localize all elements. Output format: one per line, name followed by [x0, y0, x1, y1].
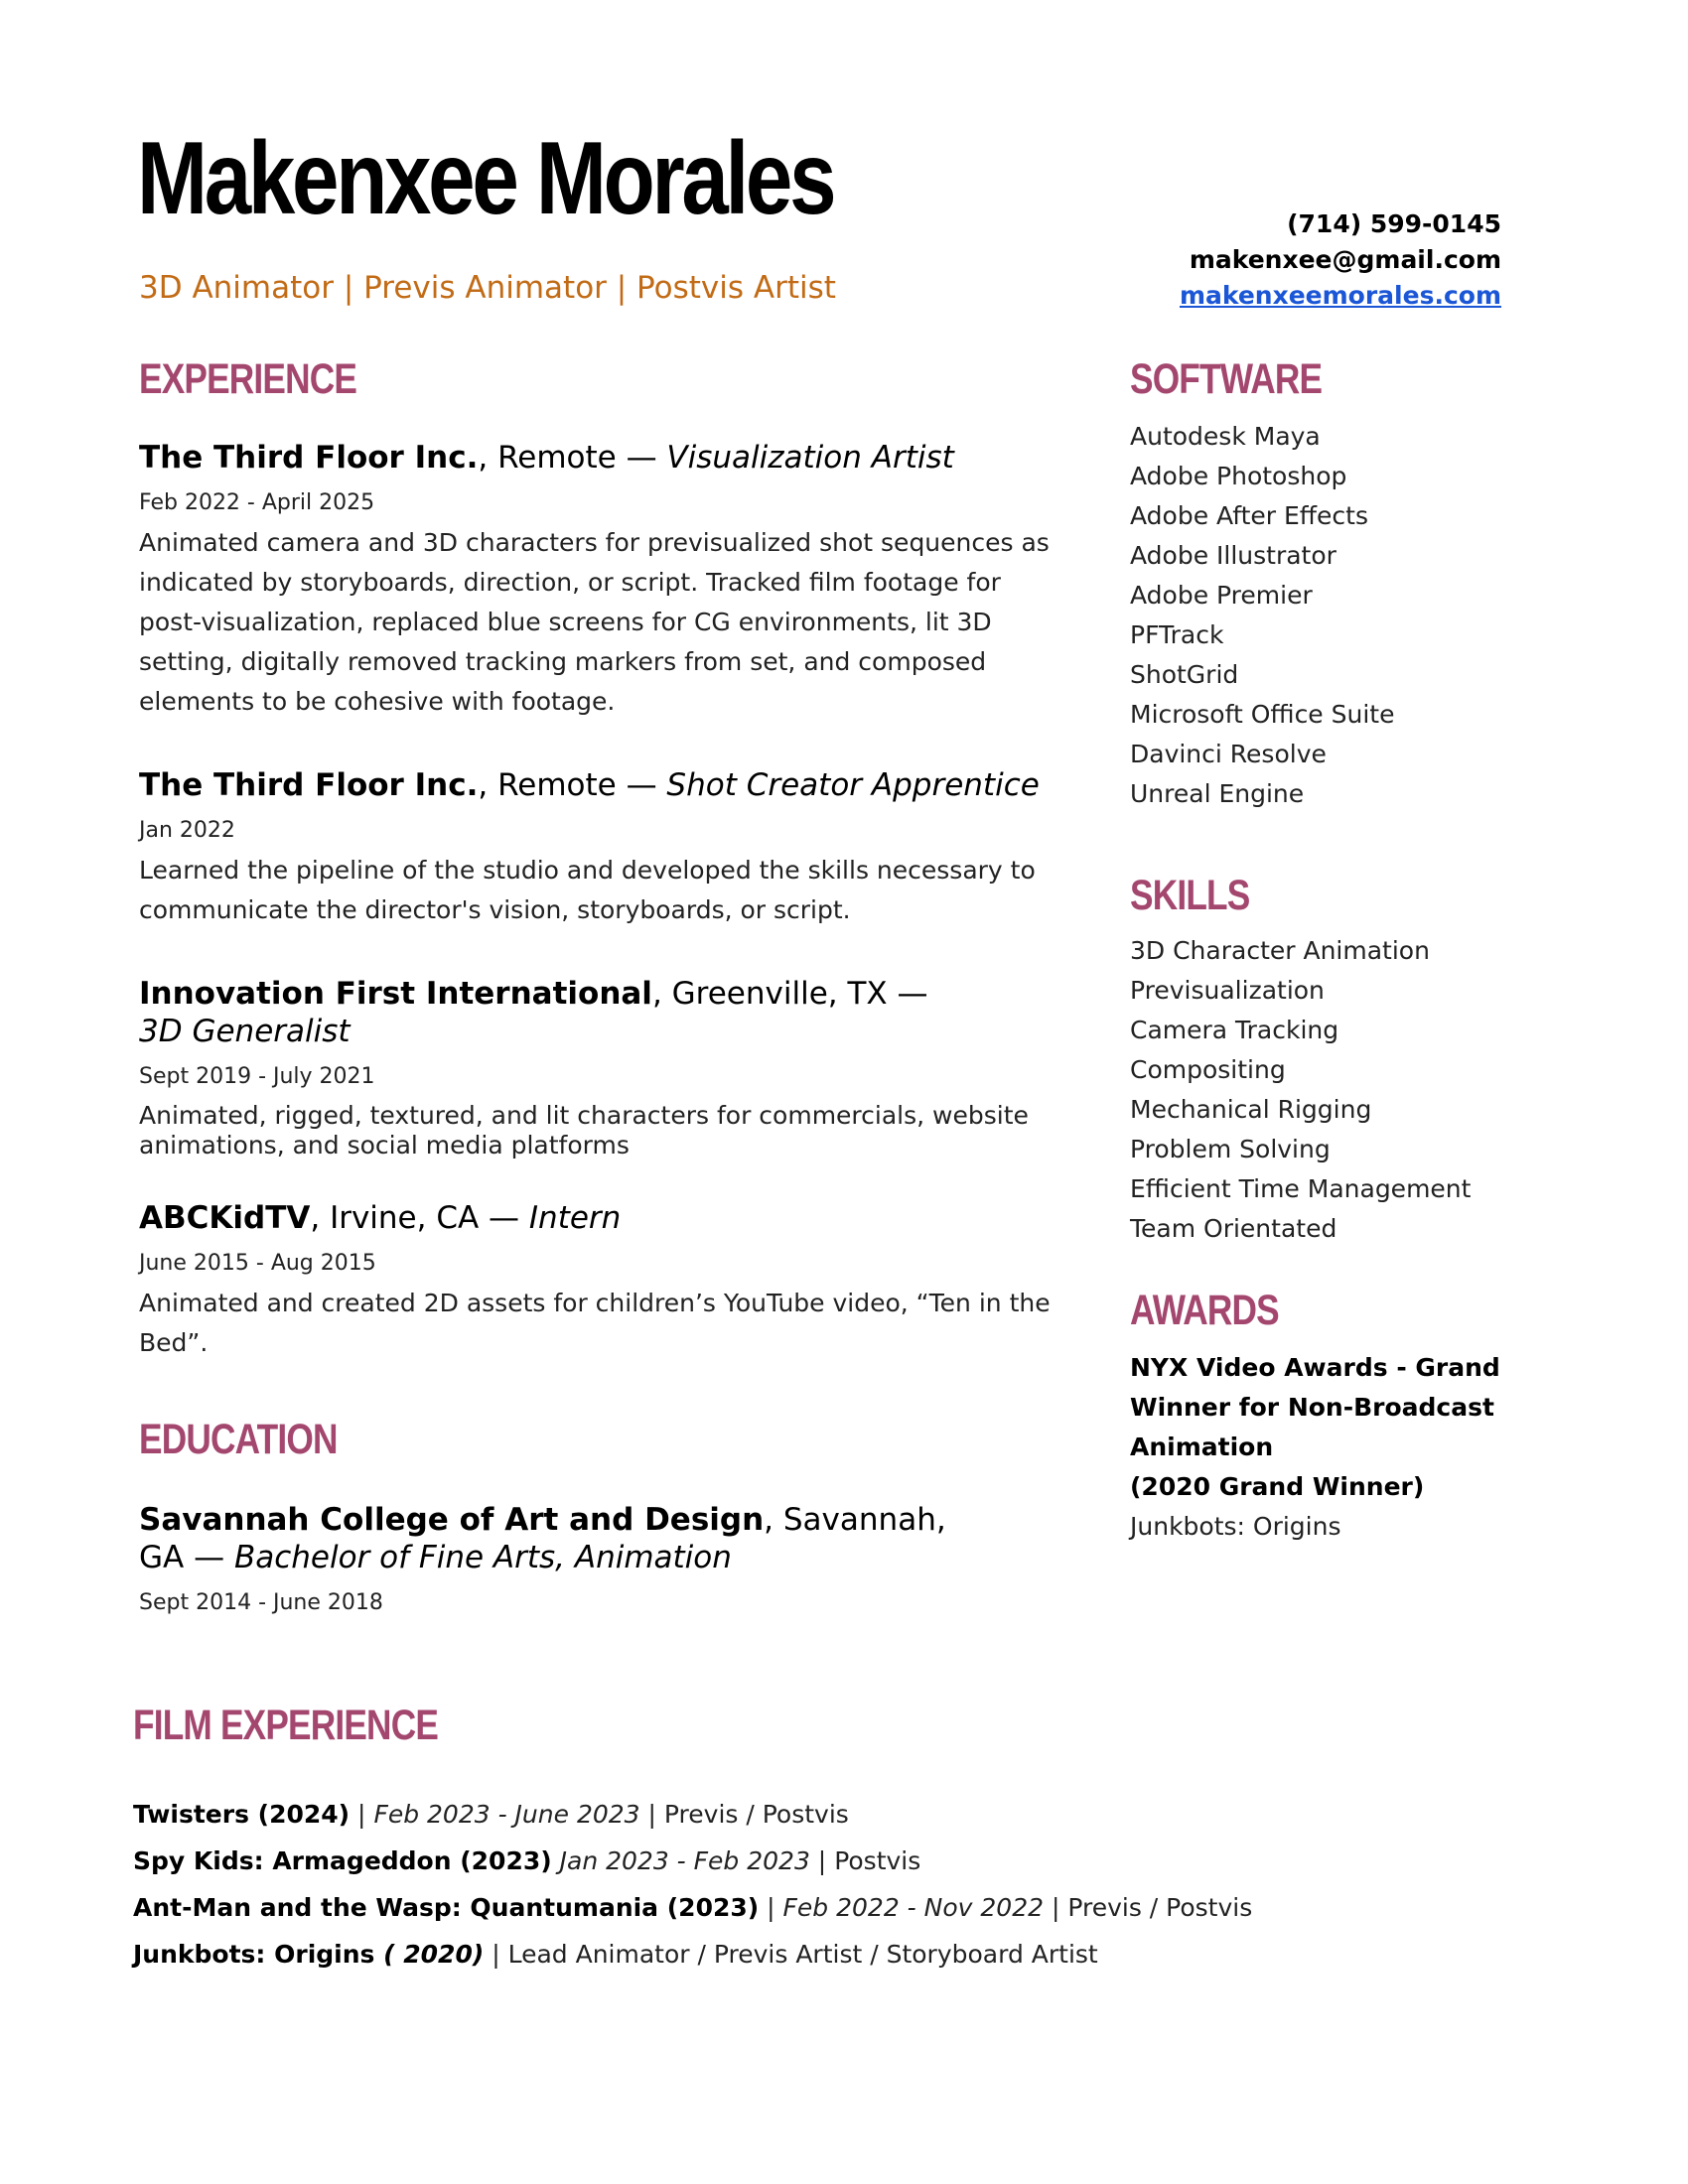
skill-item: Team Orientated	[1130, 1214, 1337, 1243]
job-title-line	[139, 975, 933, 1050]
job-location: , Remote —	[478, 440, 667, 476]
award-entry	[1130, 1348, 1547, 1547]
job-description: Animated camera and 3D characters for previsualized shot sequences as indicated by storyboards, direction, or script. Tracked film footage for post-visualization, replaced blue screens for CG environments, lit 3D setting, digitally removed tracking markers from set, and composed elements to be cohesive with footage.	[139, 528, 1050, 716]
job-role: Shot Creator Apprentice	[666, 767, 1040, 803]
software-item: Davinci Resolve	[1130, 740, 1327, 768]
software-item: ShotGrid	[1130, 660, 1239, 689]
job-description: Learned the pipeline of the studio and developed the skills necessary to communicate the director's vision, storyboards, or script.	[139, 856, 1036, 924]
software-item: Adobe Photoshop	[1130, 462, 1347, 490]
separator	[552, 1846, 560, 1875]
separator: |	[759, 1893, 783, 1922]
job-title-line	[139, 766, 1053, 804]
job-role: 3D Generalist	[139, 1014, 351, 1049]
candidate-name: Makenxee Morales	[137, 121, 834, 236]
skill-item: Problem Solving	[1130, 1135, 1331, 1163]
film-role: Previs / Postvis	[1067, 1893, 1253, 1922]
website-link[interactable]: makenxeemorales.com	[1179, 281, 1501, 310]
film-experience-heading: FILM EXPERIENCE	[133, 1702, 439, 1749]
job-entry	[139, 439, 1053, 722]
separator: |	[809, 1846, 835, 1875]
film-dates: Feb 2023 - June 2023	[373, 1800, 640, 1829]
award-project: Junkbots: Origins	[1130, 1512, 1341, 1541]
software-item: Adobe After Effects	[1130, 501, 1368, 530]
job-location: , Greenville, TX —	[651, 976, 928, 1012]
degree: Bachelor of Fine Arts, Animation	[233, 1540, 732, 1575]
film-title: Junkbots: Origins	[133, 1940, 375, 1969]
film-entry	[133, 1884, 1523, 1931]
film-entry	[133, 1791, 1523, 1838]
film-role: Lead Animator / Previs Artist / Storyboard Artist	[507, 1940, 1098, 1969]
skill-item: Compositing	[1130, 1055, 1286, 1084]
skill-item: 3D Character Animation	[1130, 936, 1430, 965]
awards-heading: AWARDS	[1130, 1287, 1279, 1334]
skill-item: Efficient Time Management	[1130, 1174, 1472, 1203]
company-name: The Third Floor Inc.	[139, 767, 479, 803]
education-dates: Sept 2014 - June 2018	[139, 1590, 383, 1615]
film-list	[133, 1791, 1523, 1978]
company-name: Innovation First International	[139, 976, 652, 1012]
skill-item: Camera Tracking	[1130, 1016, 1339, 1044]
job-title-line	[139, 439, 1053, 477]
film-entry	[133, 1838, 1523, 1884]
software-item: Adobe Premier	[1130, 581, 1313, 610]
award-title-line: (2020 Grand Winner)	[1130, 1472, 1425, 1501]
school-name: Savannah College of Art and Design	[139, 1502, 765, 1538]
film-entry	[133, 1931, 1523, 1978]
company-name: The Third Floor Inc.	[139, 440, 479, 476]
phone-number: (714) 599-0145	[1287, 209, 1501, 238]
job-entry	[139, 1199, 1053, 1363]
job-title-line	[139, 1199, 1053, 1237]
film-role: Previs / Postvis	[663, 1800, 849, 1829]
school-location: , Savannah, GA —	[139, 1502, 946, 1575]
award-title-line: NYX Video Awards - Grand	[1130, 1353, 1500, 1382]
job-role: Intern	[528, 1200, 622, 1236]
job-location: , Irvine, CA —	[310, 1200, 529, 1236]
skill-item: Previsualization	[1130, 976, 1325, 1005]
experience-heading: EXPERIENCE	[139, 355, 357, 403]
separator: |	[1044, 1893, 1068, 1922]
job-dates: Feb 2022 - April 2025	[139, 490, 375, 515]
separator: |	[350, 1800, 374, 1829]
film-dates: Jan 2023 - Feb 2023	[559, 1846, 810, 1875]
award-title-line: Animation	[1130, 1433, 1274, 1461]
education-title-line	[139, 1501, 993, 1576]
software-heading: SOFTWARE	[1130, 355, 1323, 403]
award-title-line: Winner for Non-Broadcast	[1130, 1393, 1494, 1422]
film-title: Spy Kids: Armageddon (2023)	[133, 1846, 552, 1875]
software-item: Autodesk Maya	[1130, 422, 1321, 451]
skills-list	[1130, 931, 1547, 1249]
job-dates: June 2015 - Aug 2015	[139, 1251, 376, 1276]
job-entry	[139, 766, 1053, 930]
software-item: Microsoft Office Suite	[1130, 700, 1395, 729]
email-address: makenxee@gmail.com	[1189, 245, 1501, 274]
film-title: Twisters (2024)	[133, 1800, 351, 1829]
separator: |	[639, 1800, 664, 1829]
job-dates: Sept 2019 - July 2021	[139, 1064, 375, 1089]
job-titles-subtitle: 3D Animator | Previs Animator | Postvis Artist	[139, 270, 836, 306]
film-role: Postvis	[834, 1846, 921, 1875]
company-name: ABCKidTV	[139, 1200, 311, 1236]
job-entry	[139, 975, 1029, 1160]
job-description: Animated and created 2D assets for children’s YouTube video, “Ten in the Bed”.	[139, 1289, 1051, 1357]
job-dates: Jan 2022	[139, 818, 235, 843]
separator: |	[484, 1940, 508, 1969]
education-entry	[139, 1501, 993, 1615]
skills-heading: SKILLS	[1130, 872, 1250, 919]
job-location: , Remote —	[478, 767, 667, 803]
software-item: Unreal Engine	[1130, 779, 1305, 808]
film-year: ( 2020)	[374, 1940, 485, 1969]
film-dates: Feb 2022 - Nov 2022	[782, 1893, 1045, 1922]
job-role: Visualization Artist	[666, 440, 954, 476]
job-description: Animated, rigged, textured, and lit characters for commercials, website animations, and social media platforms	[139, 1101, 1029, 1160]
software-list	[1130, 417, 1547, 814]
film-title: Ant-Man and the Wasp: Quantumania (2023)	[133, 1893, 760, 1922]
software-item: Adobe Illustrator	[1130, 541, 1336, 570]
software-item: PFTrack	[1130, 620, 1224, 649]
skill-item: Mechanical Rigging	[1130, 1095, 1372, 1124]
contact-block	[1180, 206, 1501, 314]
education-heading: EDUCATION	[139, 1416, 338, 1463]
